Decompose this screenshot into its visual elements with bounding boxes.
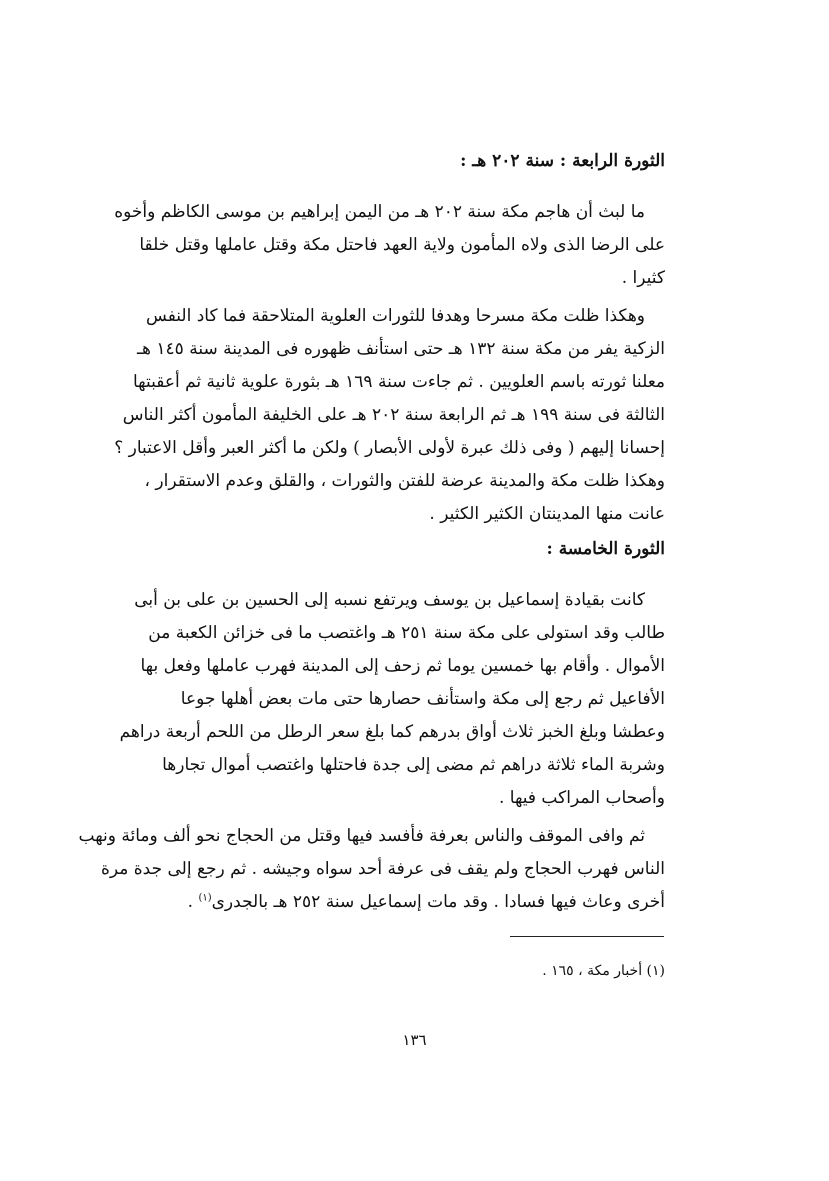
text-line: عانت منها المدينتان الكثير الكثير . bbox=[429, 504, 665, 524]
text-line: الناس فهرب الحجاج ولم يقف فى عرفة أحد سواه وجيشه . ثم رجع إلى جدة مرة bbox=[100, 859, 665, 879]
footnote-marker: (١) bbox=[198, 892, 212, 904]
text-line: كثيرا . bbox=[621, 268, 665, 288]
section-heading-fourth-revolution: الثورة الرابعة : سنة ٢٠٢ هـ : bbox=[460, 151, 665, 171]
text-line: كانت بقيادة إسماعيل بن يوسف ويرتفع نسبه إلى الحسين بن على بن أبى bbox=[134, 590, 645, 610]
text-line: طالب وقد استولى على مكة سنة ٢٥١ هـ واغتصب ما فى خزائن الكعبة من bbox=[148, 623, 665, 643]
footnote: (١) أخبار مكة ، ١٦٥ . bbox=[542, 963, 665, 979]
section-heading-fifth-revolution: الثورة الخامسة : bbox=[546, 539, 665, 559]
text-line: الثالثة فى سنة ١٩٩ هـ ثم الرابعة سنة ٢٠٢ هـ على الخليفة المأمون أكثر الناس bbox=[122, 405, 665, 425]
text-line: إحسانا إليهم ( وفى ذلك عبرة لأولى الأبصار ) ولكن ما أكثر العبر وأقل الاعتبار ؟ bbox=[114, 438, 665, 458]
paragraph bbox=[119, 584, 665, 815]
text-line-end: . bbox=[187, 892, 199, 912]
text-line: وشربة الماء ثلاثة دراهم ثم مضى إلى جدة فاحتلها واغتصب أموال تجارها bbox=[162, 755, 665, 775]
paragraph bbox=[114, 196, 665, 295]
text-line bbox=[160, 886, 665, 919]
text-line: وعطشا وبلغ الخبز ثلاث أواق بدرهم كما بلغ سعر الرطل من اللحم أربعة دراهم bbox=[119, 722, 665, 742]
text-line: وهكذا ظلت مكة مسرحا وهدفا للثورات العلوية المتلاحقة فما كاد النفس bbox=[146, 306, 645, 326]
paragraph bbox=[114, 300, 665, 531]
text-line: ثم وافى الموقف والناس بعرفة فأفسد فيها وقتل من الحجاج نحو ألف ومائة ونهب bbox=[78, 826, 645, 846]
text-line: وهكذا ظلت مكة والمدينة عرضة للفتن والثورات ، والقلق وعدم الاستقرار ، bbox=[144, 471, 665, 491]
text-line: معلنا ثورته باسم العلويين . ثم جاءت سنة ١٦٩ هـ بثورة علوية ثانية ثم أعقبتها bbox=[132, 372, 665, 392]
paragraph bbox=[78, 820, 665, 919]
text-line: وأصحاب المراكب فيها . bbox=[498, 788, 665, 808]
text-line-content: أخرى وعاث فيها فسادا . وقد مات إسماعيل سنة ٢٥٢ هـ بالجدرى bbox=[211, 892, 665, 912]
text-line: الزكية يفر من مكة سنة ١٣٢ هـ حتى استأنف ظهوره فى المدينة سنة ١٤٥ هـ bbox=[137, 339, 665, 359]
text-line: الأموال . وأقام بها خمسين يوما ثم زحف إلى المدينة فهرب عاملها وفعل بها bbox=[140, 656, 665, 676]
footnote-divider bbox=[510, 936, 664, 937]
text-line: على الرضا الذى ولاه المأمون ولاية العهد فاحتل مكة وقتل عاملها وقتل خلقا bbox=[139, 235, 665, 255]
text-line: ما لبث أن هاجم مكة سنة ٢٠٢ هـ من اليمن إبراهيم بن موسى الكاظم وأخوه bbox=[114, 202, 645, 222]
text-line: الأفاعيل ثم رجع إلى مكة واستأنف حصارها حتى مات بعض أهلها جوعا bbox=[180, 689, 665, 709]
page-number: ١٣٦ bbox=[402, 1031, 427, 1049]
